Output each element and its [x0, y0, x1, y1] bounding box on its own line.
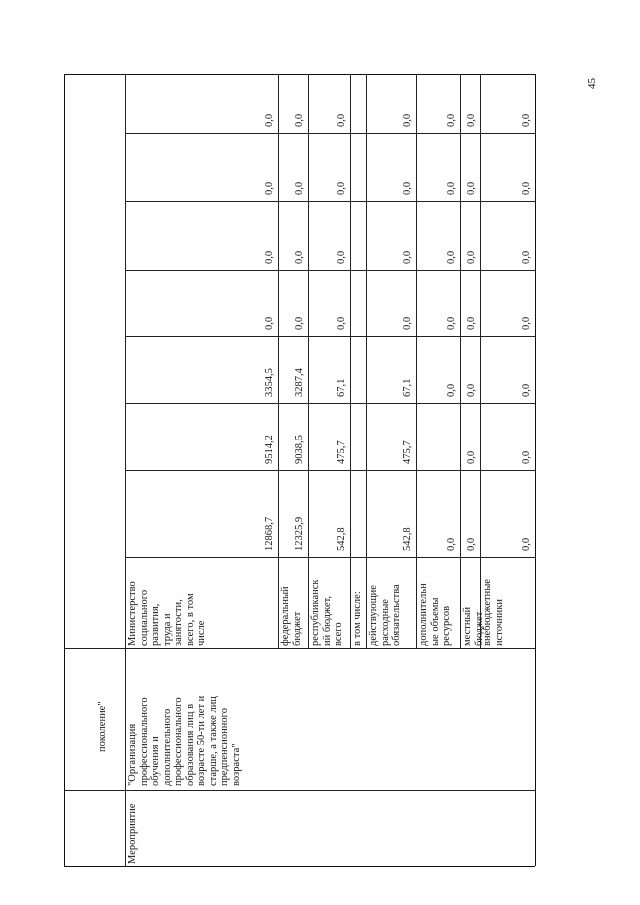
source-value — [366, 470, 416, 557]
table-border-right — [535, 74, 536, 866]
source-value — [278, 74, 308, 133]
measure-name-line: "Организация — [127, 723, 138, 786]
source-value — [416, 470, 460, 557]
measure-name-line: образования лиц в — [184, 703, 196, 786]
source-value — [308, 201, 350, 270]
source-value — [308, 74, 350, 133]
source-label-line: внебюджетные — [482, 579, 493, 646]
source-value — [480, 336, 535, 403]
source-value-text: 3287,4 — [294, 368, 305, 397]
source-value-text: 0,0 — [521, 537, 532, 551]
source-value-text: 0,0 — [402, 113, 413, 127]
source-value — [366, 74, 416, 133]
row-label-text: Мероприятие — [127, 803, 138, 864]
source-value-text: 0,0 — [402, 250, 413, 264]
source-label-line: всего — [333, 622, 344, 646]
source-value-text: 0,0 — [466, 537, 477, 551]
source-value — [278, 201, 308, 270]
source-value — [366, 270, 416, 336]
source-label — [278, 557, 308, 648]
source-value — [366, 201, 416, 270]
source-label — [350, 557, 366, 648]
source-value-text: 0,0 — [466, 250, 477, 264]
source-value-text: 0,0 — [446, 181, 457, 195]
source-value-text: 475,7 — [402, 440, 413, 464]
source-value — [366, 403, 416, 470]
source-label-line: бюджет — [473, 611, 485, 646]
source-value-text: 0,0 — [294, 316, 305, 330]
source-value-text: 0,0 — [521, 383, 532, 397]
measure-name-line: предпенсионного — [219, 708, 230, 786]
source-value-text: 0,0 — [294, 181, 305, 195]
source-value-text: 0,0 — [402, 181, 413, 195]
page-number: 45 — [586, 78, 598, 90]
total-value-text: 9514,2 — [264, 435, 275, 464]
source-value-text: 0,0 — [466, 450, 477, 464]
source-value — [416, 270, 460, 336]
source-label — [460, 557, 485, 648]
source-label-line: бюджет — [291, 611, 303, 646]
executor-line: числе — [196, 620, 207, 646]
source-value-text: 0,0 — [294, 113, 305, 127]
source-value-text: 0,0 — [336, 316, 347, 330]
measure-name-line: возраста" — [230, 743, 242, 786]
source-value-text: 0,0 — [446, 537, 457, 551]
executor-cell — [125, 557, 278, 648]
source-label-line: ресурсов — [441, 605, 452, 646]
source-value — [460, 74, 480, 133]
source-value-text: 542,8 — [336, 527, 347, 551]
source-value — [480, 403, 535, 470]
source-label — [308, 557, 350, 648]
source-value — [460, 403, 480, 470]
source-value-text: 0,0 — [446, 316, 457, 330]
header-text: поколение" — [97, 701, 108, 752]
source-label-line: республиканск — [310, 579, 321, 646]
source-value — [308, 336, 350, 403]
source-label — [480, 557, 535, 648]
source-value-text: 67,1 — [402, 378, 413, 397]
source-label-line: ий бюджет, — [321, 595, 333, 646]
total-value — [254, 74, 278, 133]
row-label — [125, 790, 140, 866]
source-value-text: 0,0 — [446, 113, 457, 127]
measure-name-line: возрасте 50-ти лет и — [196, 695, 207, 786]
table-border-left — [64, 74, 65, 866]
total-value-text: 0,0 — [264, 250, 275, 264]
source-value-text: 0,0 — [446, 250, 457, 264]
source-value — [460, 336, 480, 403]
source-value — [308, 470, 350, 557]
source-value-text: 0,0 — [402, 316, 413, 330]
total-value-text: 3354,5 — [264, 368, 275, 397]
source-value — [308, 270, 350, 336]
source-value — [278, 336, 308, 403]
source-value-text: 12325,9 — [294, 516, 305, 551]
measure-name-line: дополнительного — [161, 708, 173, 786]
source-value-text: 0,0 — [521, 181, 532, 195]
total-value-text: 0,0 — [264, 316, 275, 330]
source-value-text: 0,0 — [336, 181, 347, 195]
total-value — [254, 336, 278, 403]
executor-line: всего, в том — [184, 593, 196, 646]
source-value — [460, 201, 480, 270]
executor-line: социального — [138, 589, 150, 646]
source-value — [460, 270, 480, 336]
source-value-text: 0,0 — [521, 316, 532, 330]
source-label-line: расходные — [379, 599, 391, 646]
total-value — [254, 201, 278, 270]
name-column-header — [95, 648, 125, 790]
source-value — [480, 133, 535, 201]
source-value — [278, 403, 308, 470]
total-value-text: 0,0 — [264, 181, 275, 195]
source-value — [416, 201, 460, 270]
source-value — [460, 470, 480, 557]
total-value — [254, 270, 278, 336]
source-value — [416, 336, 460, 403]
source-value — [278, 470, 308, 557]
table-border-bottom — [64, 866, 535, 867]
source-value-text: 475,7 — [336, 440, 347, 464]
source-value-text: 9038,5 — [294, 435, 305, 464]
source-value — [366, 336, 416, 403]
source-value-text: 0,0 — [446, 383, 457, 397]
source-label-line: обязательства — [391, 584, 402, 646]
source-value — [416, 133, 460, 201]
measure-name-line: обучения и — [150, 736, 161, 786]
source-label-line: федеральный — [280, 586, 291, 646]
executor-line: занятости, — [173, 599, 184, 646]
executor-line: труда и — [161, 613, 173, 646]
source-value-text: 542,8 — [402, 527, 413, 551]
measure-name-line: старше, а также лиц — [207, 696, 219, 786]
source-value — [480, 201, 535, 270]
source-label-line: источники — [493, 599, 505, 646]
source-value — [480, 470, 535, 557]
source-label-line: дополнительн — [418, 583, 429, 646]
total-value — [254, 133, 278, 201]
source-value-text: 0,0 — [336, 113, 347, 127]
source-value-text: 0,0 — [336, 250, 347, 264]
source-label-line: ые объемы — [429, 597, 441, 646]
source-label-line: действующие — [368, 585, 379, 646]
source-value-text: 0,0 — [466, 181, 477, 195]
source-value — [278, 270, 308, 336]
source-label — [416, 557, 460, 648]
executor-line: развития, — [150, 603, 161, 646]
source-label — [366, 557, 416, 648]
source-value — [278, 133, 308, 201]
source-value — [308, 133, 350, 201]
measure-name — [125, 648, 278, 790]
executor-line: Министерство — [127, 581, 138, 646]
source-value-text: 67,1 — [336, 378, 347, 397]
source-value-text: 0,0 — [521, 250, 532, 264]
source-value-text: 0,0 — [521, 113, 532, 127]
total-value — [254, 470, 278, 557]
total-value-text: 12868,7 — [264, 516, 275, 551]
source-value — [480, 74, 535, 133]
source-value-text: 0,0 — [466, 316, 477, 330]
source-value — [308, 403, 350, 470]
source-value-text: 0,0 — [294, 250, 305, 264]
total-value — [254, 403, 278, 470]
source-value — [416, 74, 460, 133]
source-value — [366, 133, 416, 201]
source-label-line: местный — [462, 606, 473, 646]
source-label-line: в том числе: — [352, 591, 363, 646]
source-value-text: 0,0 — [466, 113, 477, 127]
total-value-text: 0,0 — [264, 113, 275, 127]
source-value-text: 0,0 — [466, 383, 477, 397]
source-value-text: 0,0 — [521, 450, 532, 464]
source-value — [480, 270, 535, 336]
source-value — [460, 133, 480, 201]
measure-name-line: профессионального — [173, 697, 184, 786]
measure-name-line: профессионального — [138, 697, 150, 786]
